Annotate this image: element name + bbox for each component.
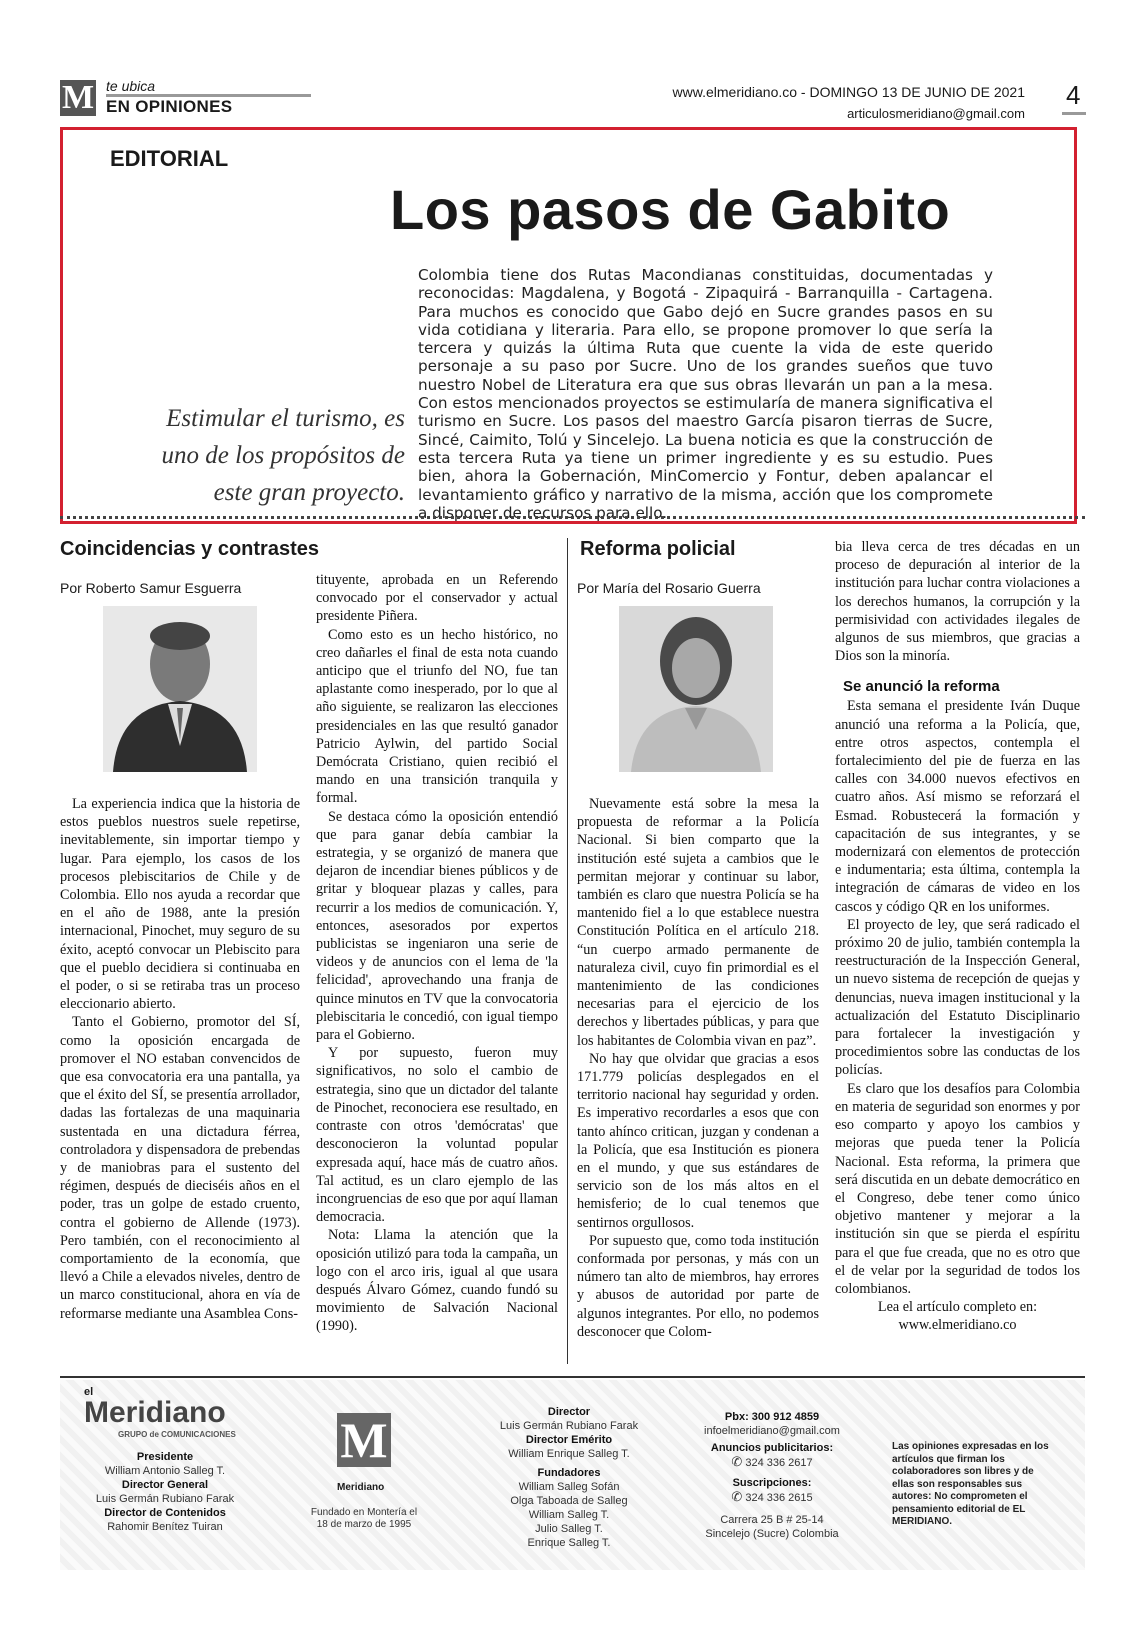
article2-subhead: Se anunció la reforma	[843, 678, 1000, 696]
dg-name: Luis Germán Rubiano Farak	[95, 1493, 235, 1505]
emerito-name: William Enrique Salleg T.	[508, 1448, 630, 1460]
dc-name: Rahomir Benítez Tuiran	[107, 1521, 223, 1533]
paragraph: Esta semana el presidente Iván Duque anunció una reforma a la Policía, que, entre otros aspectos, contempla el fortalecimiento del pie de fuerza en las calles con 34.000 nuevos efectivos en cuatro años. Así mismo se reforzará el Esmad. Robustecerá la formación y capacitación de sus integrantes, y se modernizará con elementos de protección e indumentaria; esta última, contempla la integración de cámaras de video en los cascos y código QR en los uniformes.	[835, 698, 1080, 915]
article1-title: Coincidencias y contrastes	[60, 538, 319, 560]
masthead-contact	[692, 1410, 852, 1541]
logo-name: Meridiano	[337, 1482, 385, 1493]
footer-rule	[60, 1376, 1085, 1378]
editorial-headline: Los pasos de Gabito	[390, 178, 951, 241]
paragraph: bia lleva cerca de tres décadas en un proceso de depuración al interior de la institución para luchar contra violaciones a los derechos humanos, la corrupción y la permisividad con actividades ilegales de algunos de sus miembros, que gracias a Dios son la minoría.	[835, 539, 1080, 665]
editorial-label: EDITORIAL	[110, 146, 229, 171]
page-number-rule	[1062, 112, 1086, 115]
meridiano-m-logo: M	[337, 1413, 391, 1467]
paragraph: El proyecto de ley, que será radicado el próximo 20 de julio, también contempla la reestructuración de la Inspección General, un nuevo sistema de recepción de quejas y denuncias, nueva imagen institucional y la actualización del Estatuto Disciplinario para fortalecer la investigación y procedimientos sobre las conductas de los policías.	[835, 916, 1080, 1079]
section-title: EN OPINIONES	[106, 97, 233, 116]
masthead-center	[494, 1405, 644, 1550]
dc-label: Director de Contenidos	[104, 1507, 226, 1519]
fundador: Olga Taboada de Salleg	[510, 1495, 628, 1507]
paragraph: Tanto el Gobierno, promotor del SÍ, como la oposición encargada de promover el NO estaban convencidos de que esa convocatoria era una pantalla, ya que el éxito del SÍ, se presentía arrollador, dadas las fortalezas de una maquinaria sustentada en una dictadura férrea, controladora y dispensadora de prebendas y de maniobras para el sustento del régimen, después de dieciséis años en el poder, tras un golpe de estado cruento, contra el gobierno de Allende (1973). Pero también, con el reconocimiento al comportamiento de la economía, que llevó a Chile a elevados niveles, dentro de un marco constitucional, ahora en vía de reformarse mediante una Asamblea Cons-	[60, 1014, 300, 1322]
article1-col1	[60, 795, 300, 1323]
article1-col2	[316, 571, 558, 1336]
section-divider	[60, 516, 1085, 520]
brand-subtitle: GRUPO de COMUNICACIONES	[118, 1430, 236, 1439]
anuncios-phone[interactable]: 324 336 2617	[745, 1457, 813, 1469]
contact-email[interactable]: articulosmeridiano@gmail.com	[847, 106, 1025, 121]
suscripciones-label: Suscripciones:	[732, 1477, 812, 1489]
footer-email[interactable]: infoelmeridiano@gmail.com	[704, 1425, 840, 1437]
editorial-body: Colombia tiene dos Rutas Macondianas constituidas, documentadas y reconocidas: Magdalena, y Bogotá - Zipaquirá - Barranquilla - Cartagena. Para muchos es conocido que Gabo dejó en Sucre grandes pasos en su vida cotidiana y literaria. Para ello, se propone promover lo que sería la tercera y quizás la última Ruta que cuente la vida de este querido personaje a su paso por Sucre. Uno de los grandes sueños que tuvo nuestro Nobel de Literatura era que sus obras llevarán un pan a la mesa. Con estos mencionados proyectos se estimularía de manera significativa el turismo en Sucre. Los pasos del maestro García pisaron tierras de Sucre, Sincé, Caimito, Tolú y Sincelejo. La buena noticia es que la construcción de esta tercera Ruta ya tiene un primer ingrediente y es su estudio. Pues bien, ahora la Gobernación, MinComercio y Fontur, deben apalancar el levantamiento gráfico y narrativo de la misma, acción que los compromete a disponer de recursos para ello.	[418, 266, 993, 522]
article2-col1	[577, 795, 819, 1341]
article2-byline: Por María del Rosario Guerra	[577, 580, 761, 596]
suscripciones-phone[interactable]: 324 336 2615	[745, 1492, 813, 1504]
meridiano-logo: M	[61, 79, 95, 116]
footer-disclaimer: Las opiniones expresadas en los artículos que firman los colaboradores son libres y de ellas son responsables sus autores: No comprometen el pensamiento editorial de EL MERIDIANO.	[892, 1441, 1049, 1527]
whatsapp-icon: ✆	[731, 1454, 743, 1469]
paragraph: Es claro que los desafíos para Colombia en materia de seguridad son enormes y por eso comparto y apoyo los cambios y mejoras que pueda tener la Policía Nacional. Esta reforma, la primera que será discutida en un debate democrático en el Congreso, debe tener como único objetivo mantener y mejorar a la institución sin que se pierda el espíritu para el que fue creada, que no es otro que el de velar por la seguridad de todos los colombianos.	[835, 1080, 1080, 1297]
presidente-name: William Antonio Salleg T.	[104, 1465, 226, 1477]
emerito-label: Director Emérito	[525, 1434, 613, 1446]
fundador: William Salleg T.	[528, 1509, 610, 1521]
paragraph: Por supuesto que, como toda institución conformada por personas, y más con un número tan alto de miembros, hay errores y abusos de autoridad por parte de algunos integrantes. Por ello, no podemos desconocer que Colom-	[577, 1232, 819, 1340]
pbx: Pbx: 300 912 4859	[724, 1411, 820, 1423]
article2-col2	[835, 538, 1080, 1335]
paragraph: La experiencia indica que la historia de estos pueblos nuestros suele repetirse, inevitablemente, sin importar tiempo y lugar. Para ejemplo, los casos de los procesos plebiscitarios de Chile y de Colombia. Ello nos ayuda a recordar que en el año de 1988, ante la presión internacional, Pinochet, muy seguro de su éxito, aceptó convocar un Plebiscito para que el pueblo decidiera si continuaba en el poder, o si se retiraba tras un proceso eleccionario abierto.	[60, 796, 300, 1013]
fundador: William Salleg Sofán	[518, 1481, 620, 1493]
brand-prefix: el	[84, 1386, 94, 1398]
brand-name: Meridiano	[84, 1396, 226, 1429]
article1-byline: Por Roberto Samur Esguerra	[60, 580, 242, 596]
readmore-link[interactable]: www.elmeridiano.co	[898, 1317, 1017, 1334]
paragraph: Se destaca cómo la oposición entendió que para ganar debía cambiar la estrategia, y se organizó de manera que dejaron de incendiar bienes públicos y de gritar y bloquear plazas y calles, para recurrir a los medios de comunicación. Y, entonces, asesorados por expertos publicistas se ingeniaron una serie de videos y de anuncios con el lema de 'la felicidad', aprovechando una franja de quince minutos en TV que la convocatoria plebiscitaria le concedió, con igual tiempo para el Gobierno.	[316, 808, 558, 1044]
fundador: Enrique Salleg T.	[527, 1537, 611, 1549]
fundadores-label: Fundadores	[537, 1467, 601, 1479]
column-rule	[567, 538, 568, 1364]
whatsapp-icon: ✆	[731, 1489, 743, 1504]
paragraph: Nota: Llama la atención que la oposición utilizó para toda la campaña, un logo con el arco iris, igual al que usara después Álvaro Gómez, cuando fundó su movimiento de Salvación Nacional (1990).	[316, 1227, 558, 1335]
section-kicker: te ubica	[106, 78, 156, 94]
article2-title: Reforma policial	[580, 538, 736, 560]
presidente-label: Presidente	[136, 1451, 194, 1463]
anuncios-label: Anuncios publicitarios:	[710, 1442, 834, 1454]
paragraph: Nuevamente está sobre la mesa la propuesta de reformar a la Policía Nacional. Si bien comparto que la institución esté sujeta a cambios que le permitan mejorar y continuar su labor, también es claro que nuestra Policía se ha mantenido fiel a lo que establece nuestra Constitución Política en el artículo 218. “un cuerpo armado permanente de naturaleza civil, cuyo fin primordial es el mantenimiento de las condiciones necesarias para el ejercicio de los derechos y libertades públicas, y para que los habitantes de Colombia vivan en paz”.	[577, 796, 819, 1049]
dateline[interactable]: www.elmeridiano.co - DOMINGO 13 DE JUNIO DE 2021	[672, 84, 1025, 100]
editorial-pullquote: Estimular el turismo, es uno de los propósitos de este gran proyecto.	[161, 405, 405, 506]
founded-note: Fundado en Montería el 18 de marzo de 1995	[310, 1507, 418, 1530]
paragraph: Como esto es un hecho histórico, no creo dañarles el final de esta nota cuando anticipo que el triunfo del NO, fue tan aplastante como inesperado, por lo que al año siguiente, se realizaron las elecciones presidenciales en las que resultó ganador Patricio Aylwin, del partido Social Demócrata Cristiano, quien recibió el mando en una transición tranquila y formal.	[316, 626, 558, 807]
paragraph: No hay que olvidar que gracias a esos 171.779 policías desplegados en el territorio nacional hay seguridad y orden. Es imperativo recordarles a esos que con tanto ahínco critican, juzgan y condenan a la Policía, que esa Institución es pionera en el mundo, y que sus estándares de servicio son de los más altos en el hemisferio; de lo cual tenemos que sentirnos orgullosos.	[577, 1050, 819, 1231]
masthead-left	[70, 1450, 260, 1534]
director-label: Director	[547, 1406, 591, 1418]
author-photo-samur	[103, 606, 257, 772]
paragraph: Y por supuesto, fueron muy significativos, no solo el cambio de estrategia, sino que un dictador del talante de Pinochet, reconociera ese resultado, en contraste con otros 'demócratas' que desconocieron la voluntad popular expresada aquí, hace más de cuatro años. Tal actitud, es un claro ejemplo de las incongruencias de eso que por aquí llaman democracia.	[316, 1045, 558, 1226]
director-name: Luis Germán Rubiano Farak	[499, 1420, 639, 1432]
author-photo-guerra	[619, 606, 773, 772]
dg-label: Director General	[121, 1479, 209, 1491]
paragraph: tituyente, aprobada en un Referendo convocado por el conservador y actual presidente Piñera.	[316, 572, 558, 625]
page-number: 4	[1066, 80, 1081, 110]
address-city: Sincelejo (Sucre) Colombia	[705, 1528, 839, 1540]
fundador: Julio Salleg T.	[535, 1523, 603, 1535]
readmore-label: Lea el artículo completo en:	[877, 1299, 1038, 1316]
address-line: Carrera 25 B # 25-14	[720, 1514, 824, 1526]
